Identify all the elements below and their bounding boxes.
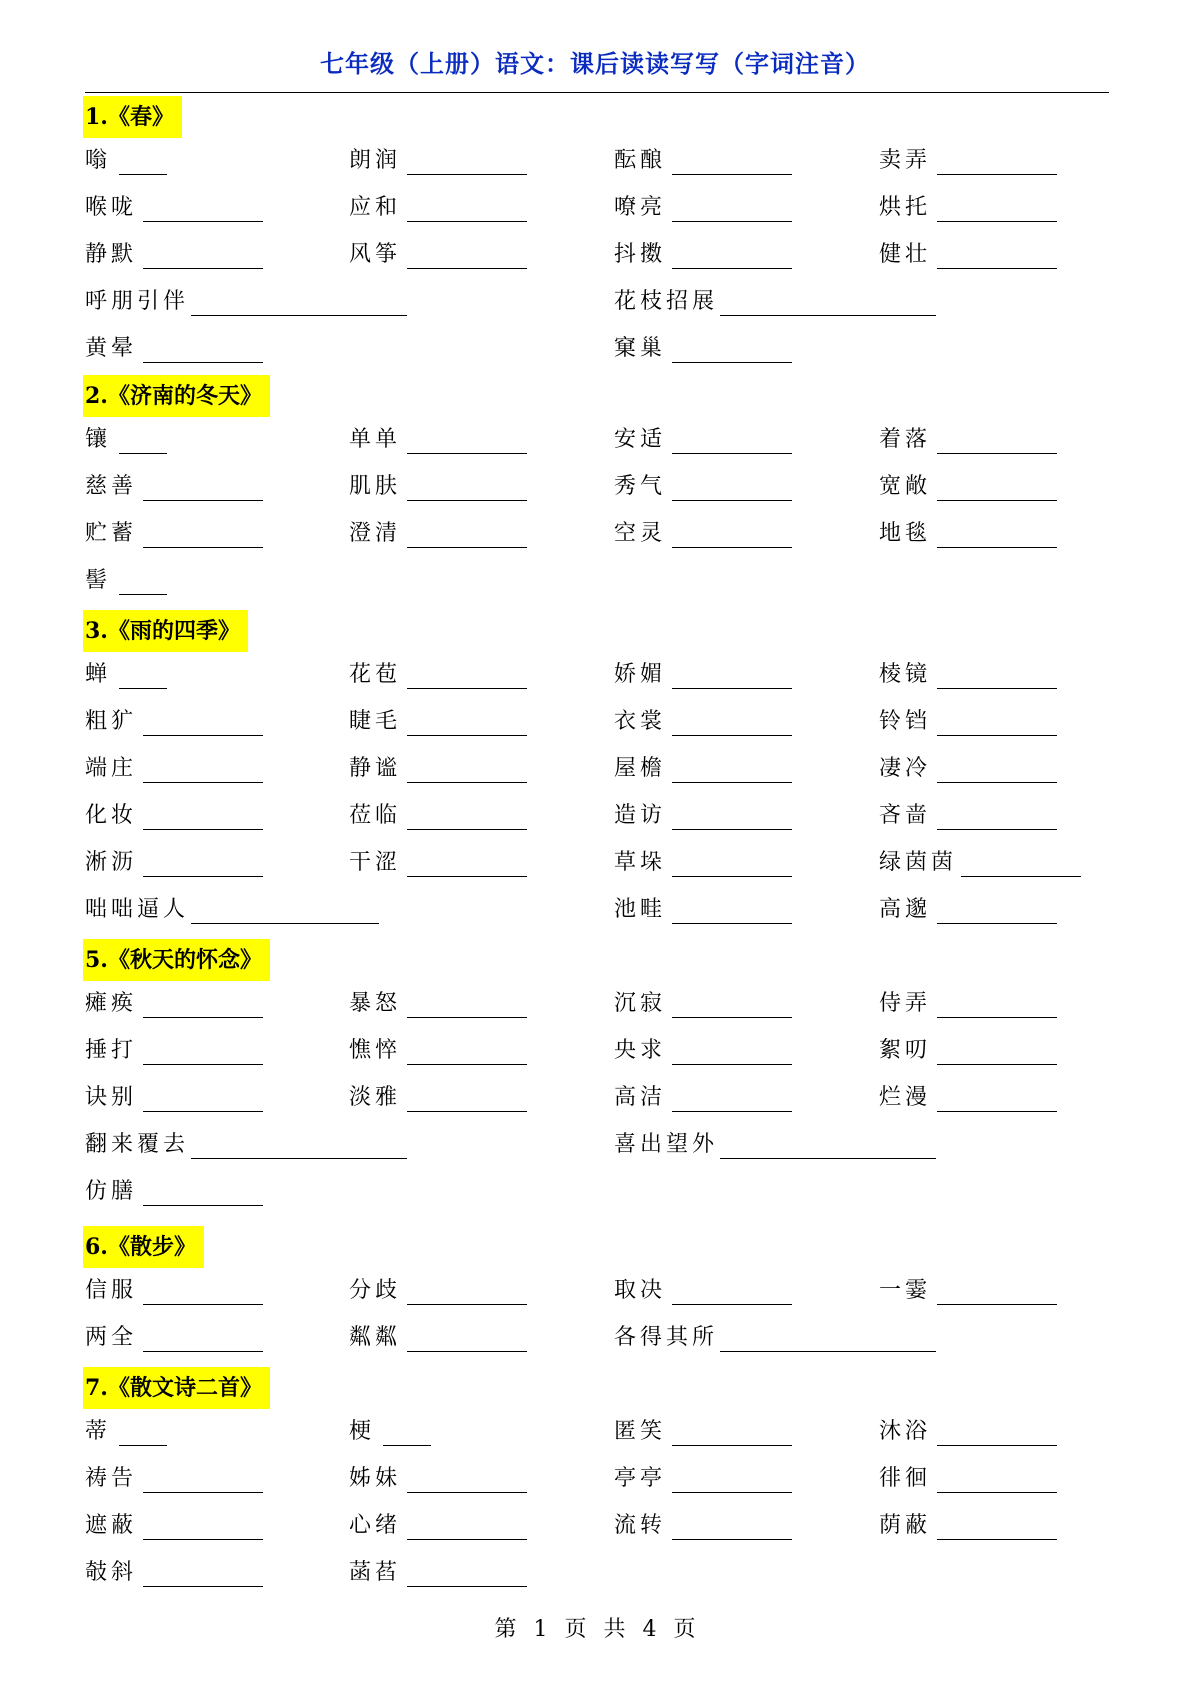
vocab-word: 高邈: [879, 897, 932, 922]
vocab-word: 亭亭: [614, 1466, 667, 1491]
vocab-word: 睫毛: [349, 709, 402, 734]
pinyin-blank[interactable]: [143, 1017, 263, 1018]
pinyin-blank[interactable]: [143, 1586, 263, 1587]
vocab-word: 风筝: [349, 242, 402, 267]
pinyin-blank[interactable]: [937, 547, 1057, 548]
pinyin-blank[interactable]: [937, 782, 1057, 783]
vocab-word: 沐浴: [879, 1419, 932, 1444]
vocab-word: 捶打: [85, 1038, 138, 1063]
vocab-word: 绿茵茵: [879, 850, 958, 875]
pinyin-blank[interactable]: [407, 829, 527, 830]
pinyin-blank[interactable]: [720, 315, 936, 316]
vocab-word: 徘徊: [879, 1466, 932, 1491]
vocab-word: 干涩: [349, 850, 402, 875]
vocab-word: 造访: [614, 803, 667, 828]
pinyin-blank[interactable]: [937, 688, 1057, 689]
pinyin-blank[interactable]: [143, 876, 263, 877]
pinyin-blank[interactable]: [407, 1304, 527, 1305]
pinyin-blank[interactable]: [672, 1064, 792, 1065]
vocab-word: 黄晕: [85, 336, 138, 361]
vocab-word: 荫蔽: [879, 1513, 932, 1538]
vocab-word: 静默: [85, 242, 138, 267]
vocab-word: 花苞: [349, 662, 402, 687]
pinyin-blank[interactable]: [407, 1492, 527, 1493]
vocab-word: 端庄: [85, 756, 138, 781]
vocab-word: 姊妹: [349, 1466, 402, 1491]
pinyin-blank[interactable]: [143, 1111, 263, 1112]
pinyin-blank[interactable]: [119, 174, 167, 175]
pinyin-blank[interactable]: [119, 453, 167, 454]
pinyin-blank[interactable]: [119, 688, 167, 689]
vocab-word: 蝉: [85, 662, 112, 687]
vocab-word: 瘫痪: [85, 991, 138, 1016]
pinyin-blank[interactable]: [407, 1064, 527, 1065]
header-rule: [85, 92, 1109, 93]
pinyin-blank[interactable]: [937, 1064, 1057, 1065]
vocab-word: 棱镜: [879, 662, 932, 687]
pinyin-blank[interactable]: [672, 1539, 792, 1540]
vocab-word: 咄咄逼人: [85, 897, 190, 922]
vocab-word: 淅沥: [85, 850, 138, 875]
section-title: 3.《雨的四季》: [83, 610, 248, 652]
pinyin-blank[interactable]: [672, 735, 792, 736]
vocab-word: 朗润: [349, 148, 402, 173]
vocab-word: 各得其所: [614, 1325, 719, 1350]
pinyin-blank[interactable]: [383, 1445, 431, 1446]
section-title: 2.《济南的冬天》: [83, 375, 270, 417]
vocab-word: 娇媚: [614, 662, 667, 687]
vocab-word: 梗: [349, 1419, 376, 1444]
vocab-word: 酝酿: [614, 148, 667, 173]
pinyin-blank[interactable]: [119, 1445, 167, 1446]
pinyin-blank[interactable]: [937, 500, 1057, 501]
pinyin-blank[interactable]: [407, 735, 527, 736]
vocab-word: 池畦: [614, 897, 667, 922]
vocab-word: 粼粼: [349, 1325, 402, 1350]
vocab-word: 诀别: [85, 1085, 138, 1110]
vocab-word: 草垛: [614, 850, 667, 875]
pinyin-blank[interactable]: [937, 1445, 1057, 1446]
vocab-word: 烘托: [879, 195, 932, 220]
pinyin-blank[interactable]: [672, 221, 792, 222]
vocab-word: 暴怒: [349, 991, 402, 1016]
pinyin-blank[interactable]: [407, 268, 527, 269]
page-footer: 第 1 页 共 4 页: [494, 1617, 696, 1642]
vocab-word: 肌肤: [349, 474, 402, 499]
vocab-word: 祷告: [85, 1466, 138, 1491]
vocab-word: 心绪: [349, 1513, 402, 1538]
pinyin-blank[interactable]: [937, 1017, 1057, 1018]
pinyin-blank[interactable]: [143, 782, 263, 783]
vocab-word: 镶: [85, 427, 112, 452]
pinyin-blank[interactable]: [672, 1304, 792, 1305]
pinyin-blank[interactable]: [407, 782, 527, 783]
pinyin-blank[interactable]: [720, 1158, 936, 1159]
vocab-word: 分歧: [349, 1278, 402, 1303]
vocab-word: 呼朋引伴: [85, 289, 190, 314]
pinyin-blank[interactable]: [672, 1111, 792, 1112]
pinyin-blank[interactable]: [407, 174, 527, 175]
pinyin-blank[interactable]: [407, 876, 527, 877]
vocab-word: 憔悴: [349, 1038, 402, 1063]
pinyin-blank[interactable]: [937, 1304, 1057, 1305]
pinyin-blank[interactable]: [672, 174, 792, 175]
pinyin-blank[interactable]: [191, 923, 379, 924]
vocab-word: 莅临: [349, 803, 402, 828]
pinyin-blank[interactable]: [407, 1539, 527, 1540]
vocab-word: 单单: [349, 427, 402, 452]
page-title: 七年级（上册）语文：课后读读写写（字词注音）: [320, 49, 870, 78]
pinyin-blank[interactable]: [143, 500, 263, 501]
vocab-word: 嘹亮: [614, 195, 667, 220]
pinyin-blank[interactable]: [119, 594, 167, 595]
pinyin-blank[interactable]: [672, 268, 792, 269]
pinyin-blank[interactable]: [937, 221, 1057, 222]
vocab-word: 秀气: [614, 474, 667, 499]
pinyin-blank[interactable]: [407, 1586, 527, 1587]
vocab-word: 淡雅: [349, 1085, 402, 1110]
vocab-word: 沉寂: [614, 991, 667, 1016]
pinyin-blank[interactable]: [191, 315, 407, 316]
pinyin-blank[interactable]: [407, 1351, 527, 1352]
pinyin-blank[interactable]: [937, 1492, 1057, 1493]
vocab-word: 髻: [85, 568, 112, 593]
vocab-word: 信服: [85, 1278, 138, 1303]
pinyin-blank[interactable]: [672, 876, 792, 877]
vocab-word: 衣裳: [614, 709, 667, 734]
vocab-word: 攲斜: [85, 1560, 138, 1585]
vocab-word: 喉咙: [85, 195, 138, 220]
pinyin-blank[interactable]: [143, 362, 263, 363]
vocab-word: 匿笑: [614, 1419, 667, 1444]
vocab-word: 着落: [879, 427, 932, 452]
pinyin-blank[interactable]: [143, 221, 263, 222]
vocab-word: 烂漫: [879, 1085, 932, 1110]
pinyin-blank[interactable]: [937, 735, 1057, 736]
vocab-word: 静谧: [349, 756, 402, 781]
pinyin-blank[interactable]: [143, 1205, 263, 1206]
vocab-word: 絮叨: [879, 1038, 932, 1063]
vocab-word: 蒂: [85, 1419, 112, 1444]
pinyin-blank[interactable]: [672, 362, 792, 363]
pinyin-blank[interactable]: [143, 735, 263, 736]
vocab-word: 屋檐: [614, 756, 667, 781]
vocab-word: 吝啬: [879, 803, 932, 828]
pinyin-blank[interactable]: [143, 1064, 263, 1065]
pinyin-blank[interactable]: [937, 829, 1057, 830]
pinyin-blank[interactable]: [937, 1111, 1057, 1112]
pinyin-blank[interactable]: [937, 1539, 1057, 1540]
vocab-word: 花枝招展: [614, 289, 719, 314]
pinyin-blank[interactable]: [672, 500, 792, 501]
pinyin-blank[interactable]: [143, 1351, 263, 1352]
pinyin-blank[interactable]: [937, 174, 1057, 175]
pinyin-blank[interactable]: [143, 547, 263, 548]
pinyin-blank[interactable]: [143, 1492, 263, 1493]
pinyin-blank[interactable]: [672, 782, 792, 783]
vocab-word: 贮蓄: [85, 521, 138, 546]
section-title: 7.《散文诗二首》: [83, 1367, 270, 1409]
vocab-word: 一霎: [879, 1278, 932, 1303]
pinyin-blank[interactable]: [672, 453, 792, 454]
vocab-word: 菡萏: [349, 1560, 402, 1585]
vocab-word: 宽敞: [879, 474, 932, 499]
vocab-word: 地毯: [879, 521, 932, 546]
section-title: 6.《散步》: [83, 1226, 204, 1268]
pinyin-blank[interactable]: [937, 268, 1057, 269]
vocab-word: 抖擞: [614, 242, 667, 267]
pinyin-blank[interactable]: [407, 500, 527, 501]
vocab-word: 仿膳: [85, 1179, 138, 1204]
vocab-word: 卖弄: [879, 148, 932, 173]
pinyin-blank[interactable]: [407, 221, 527, 222]
pinyin-blank[interactable]: [407, 1017, 527, 1018]
pinyin-blank[interactable]: [191, 1158, 407, 1159]
vocab-word: 安适: [614, 427, 667, 452]
pinyin-blank[interactable]: [143, 1539, 263, 1540]
vocab-word: 高洁: [614, 1085, 667, 1110]
pinyin-blank[interactable]: [672, 1017, 792, 1018]
pinyin-blank[interactable]: [672, 923, 792, 924]
pinyin-blank[interactable]: [961, 876, 1081, 877]
vocab-word: 澄清: [349, 521, 402, 546]
vocab-word: 翻来覆去: [85, 1132, 190, 1157]
pinyin-blank[interactable]: [407, 1111, 527, 1112]
vocab-word: 喜出望外: [614, 1132, 719, 1157]
vocab-word: 慈善: [85, 474, 138, 499]
vocab-word: 铃铛: [879, 709, 932, 734]
vocab-word: 凄冷: [879, 756, 932, 781]
pinyin-blank[interactable]: [407, 547, 527, 548]
vocab-word: 取决: [614, 1278, 667, 1303]
vocab-word: 化妆: [85, 803, 138, 828]
pinyin-blank[interactable]: [672, 1492, 792, 1493]
pinyin-blank[interactable]: [672, 547, 792, 548]
vocab-word: 侍弄: [879, 991, 932, 1016]
vocab-word: 粗犷: [85, 709, 138, 734]
vocab-word: 嗡: [85, 148, 112, 173]
pinyin-blank[interactable]: [672, 829, 792, 830]
pinyin-blank[interactable]: [672, 1445, 792, 1446]
section-title: 5.《秋天的怀念》: [83, 939, 270, 981]
vocab-word: 健壮: [879, 242, 932, 267]
pinyin-blank[interactable]: [937, 923, 1057, 924]
pinyin-blank[interactable]: [143, 829, 263, 830]
vocab-word: 窠巢: [614, 336, 667, 361]
pinyin-blank[interactable]: [672, 688, 792, 689]
section-title: 1.《春》: [83, 96, 182, 138]
pinyin-blank[interactable]: [407, 688, 527, 689]
pinyin-blank[interactable]: [407, 453, 527, 454]
vocab-word: 央求: [614, 1038, 667, 1063]
vocab-word: 两全: [85, 1325, 138, 1350]
vocab-word: 空灵: [614, 521, 667, 546]
vocab-word: 遮蔽: [85, 1513, 138, 1538]
vocab-word: 流转: [614, 1513, 667, 1538]
pinyin-blank[interactable]: [720, 1351, 936, 1352]
pinyin-blank[interactable]: [143, 268, 263, 269]
vocab-word: 应和: [349, 195, 402, 220]
pinyin-blank[interactable]: [937, 453, 1057, 454]
pinyin-blank[interactable]: [143, 1304, 263, 1305]
